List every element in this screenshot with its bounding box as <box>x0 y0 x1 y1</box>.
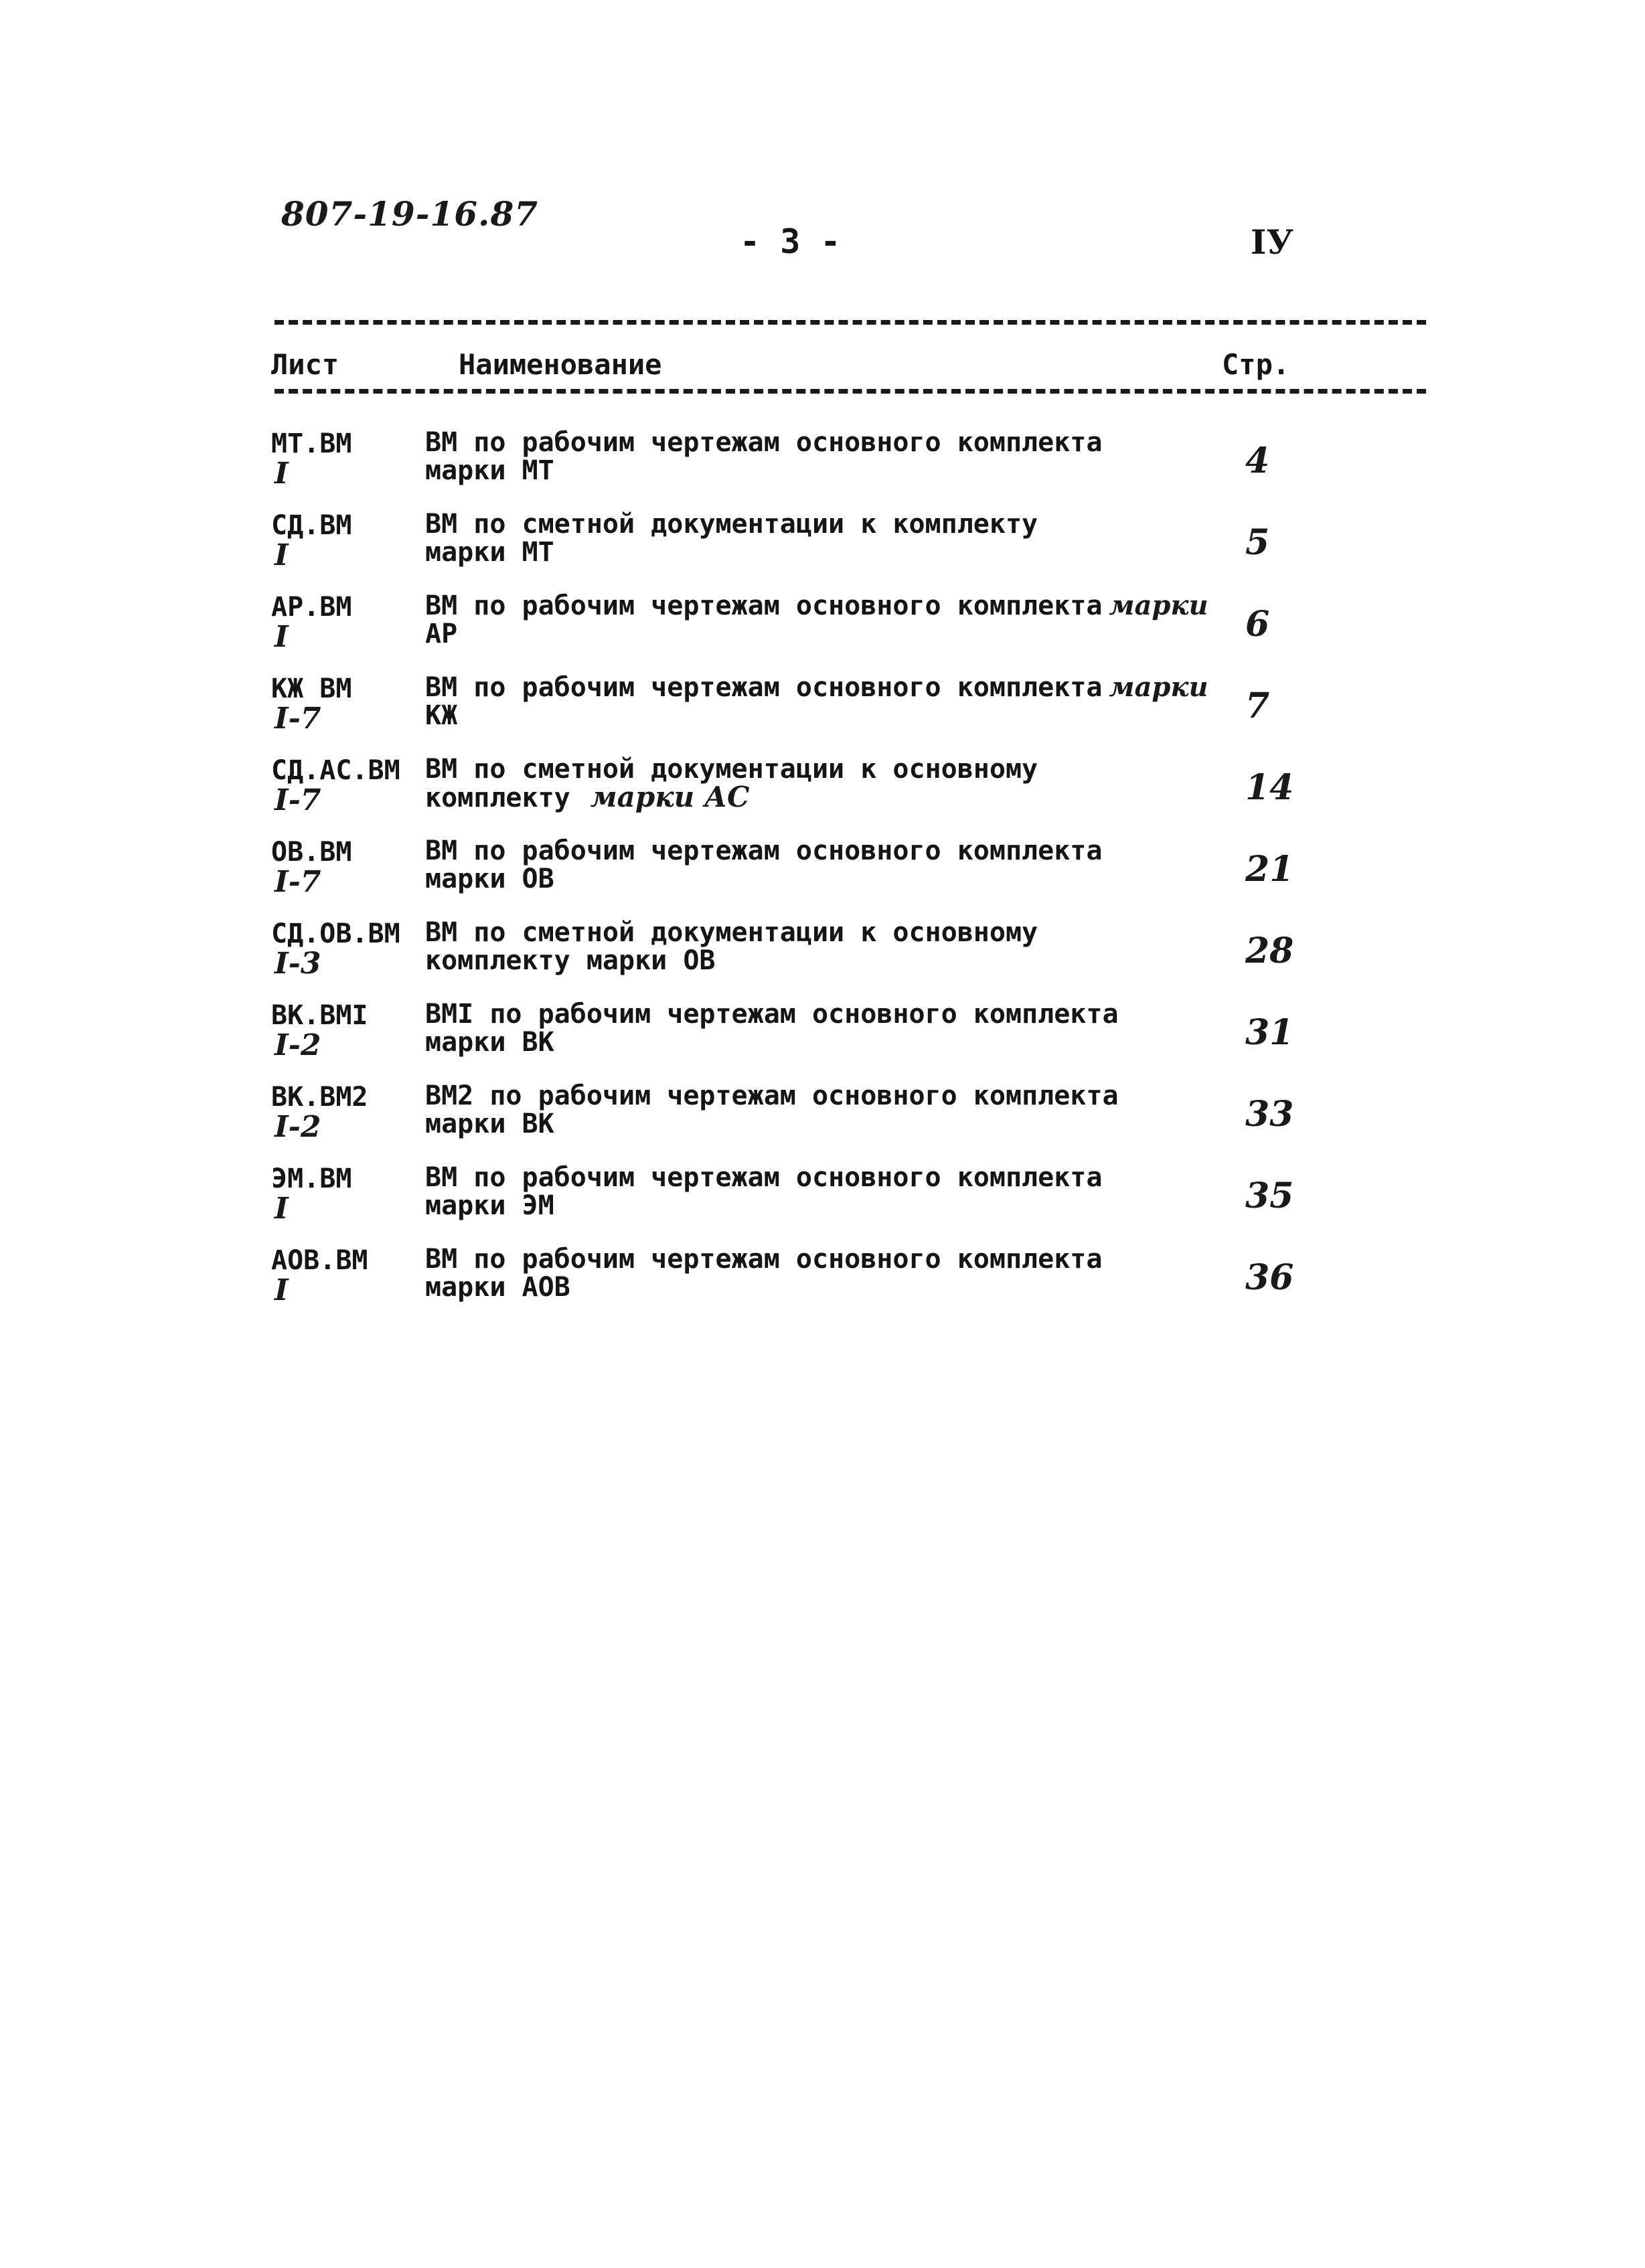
row-title-line1: ВМ по рабочим чертежам основного комплекта <box>425 427 1103 458</box>
page-reference: 28 <box>1245 930 1294 971</box>
row-title-line2: КЖ <box>425 700 458 731</box>
row-title-line1 <box>425 592 1222 620</box>
page-reference: 33 <box>1245 1094 1294 1135</box>
sheet-range: I-3 <box>275 947 321 981</box>
row-title <box>425 1000 1222 1056</box>
row-title <box>425 837 1222 893</box>
table-row <box>0 510 1645 592</box>
row-title-line2: марки МТ <box>425 537 554 568</box>
page-reference: 4 <box>1245 440 1270 481</box>
sheet-range: I <box>275 1273 289 1307</box>
sheet-code: МТ.ВМ <box>271 428 352 459</box>
row-title-line1-text: ВМ по рабочим чертежам основного комплекта <box>425 672 1103 703</box>
row-title <box>425 510 1222 566</box>
table-row <box>0 592 1645 673</box>
table-row <box>0 918 1645 1000</box>
row-title <box>425 1163 1222 1220</box>
table-row <box>0 1245 1645 1327</box>
sheet-code: АР.ВМ <box>271 592 352 623</box>
sheet-range: I-7 <box>275 865 321 899</box>
table-row <box>0 673 1645 755</box>
row-title-line2: комплекту марки ОВ <box>425 945 716 976</box>
page-reference: 5 <box>1245 522 1270 563</box>
page-reference: 7 <box>1245 685 1270 726</box>
album-number: IУ <box>1251 222 1294 262</box>
sheet-code: АОВ.ВМ <box>271 1245 368 1276</box>
sheet-range: I-2 <box>275 1110 321 1144</box>
column-header-name: Наименование <box>459 348 662 381</box>
column-header-sheet: Лист <box>271 348 339 381</box>
page-number: - 3 - <box>740 222 841 261</box>
row-title-line1: ВМ по рабочим чертежам основного комплекта <box>425 1244 1103 1275</box>
row-title-line2 <box>425 783 1222 812</box>
row-title-line2-text: комплекту <box>425 783 570 813</box>
table-row <box>0 755 1645 837</box>
sheet-code: КЖ ВМ <box>271 673 352 704</box>
row-title-line1-text: ВМ по рабочим чертежам основного комплекта <box>425 590 1103 621</box>
row-title <box>425 755 1222 812</box>
row-title-line1: ВМ по рабочим чертежам основного комплекта <box>425 1162 1103 1193</box>
sheet-range: I <box>275 1192 289 1226</box>
row-title <box>425 592 1222 648</box>
row-title-line2: марки ВК <box>425 1027 554 1058</box>
row-title-line1 <box>425 673 1222 702</box>
row-title-line2: АР <box>425 619 458 649</box>
row-title-line1: ВМ по сметной документации к основному <box>425 754 1038 785</box>
row-title <box>425 428 1222 485</box>
handwritten-note: марки АС <box>590 781 750 813</box>
sheet-code: ЭМ.ВМ <box>271 1163 352 1194</box>
table-row <box>0 1082 1645 1163</box>
row-title <box>425 918 1222 975</box>
row-title <box>425 673 1222 730</box>
sheet-code: ВК.ВМI <box>271 1000 368 1031</box>
table-row <box>0 428 1645 510</box>
row-title <box>425 1082 1222 1138</box>
row-title-line2: марки АОВ <box>425 1272 570 1303</box>
sheet-code: ОВ.ВМ <box>271 837 352 868</box>
row-title-line1: ВМ по сметной документации к основному <box>425 917 1038 948</box>
handwritten-note: марки <box>1109 590 1208 621</box>
row-title-line1: ВМ2 по рабочим чертежам основного комплекта <box>425 1080 1119 1111</box>
document-code: 807-19-16.87 <box>281 194 539 234</box>
sheet-code: ВК.ВМ2 <box>271 1082 368 1113</box>
table-row <box>0 1000 1645 1082</box>
row-title <box>425 1245 1222 1301</box>
table-row <box>0 1163 1645 1245</box>
table-top-rule <box>275 320 1426 325</box>
row-title-line2: марки ОВ <box>425 864 554 894</box>
row-title-line1: ВМI по рабочим чертежам основного комплекта <box>425 999 1119 1030</box>
sheet-range: I <box>275 457 289 491</box>
sheet-range: I <box>275 620 289 654</box>
row-title-line2: марки ЭМ <box>425 1190 554 1221</box>
table-header-rule <box>275 389 1426 394</box>
sheet-range: I-7 <box>275 783 321 817</box>
sheet-code: СД.ВМ <box>271 510 352 541</box>
page-reference: 35 <box>1245 1176 1294 1216</box>
row-title-line2: марки ВК <box>425 1109 554 1139</box>
table-body <box>0 428 1645 1327</box>
page-reference: 21 <box>1245 849 1294 890</box>
column-header-page: Стр. <box>1222 348 1290 381</box>
sheet-range: I-7 <box>275 702 321 736</box>
sheet-code: СД.ОВ.ВМ <box>271 918 400 949</box>
page-reference: 6 <box>1245 604 1270 645</box>
row-title-line2: марки МТ <box>425 455 554 486</box>
handwritten-note: марки <box>1109 671 1208 703</box>
sheet-range: I-2 <box>275 1028 321 1062</box>
row-title-line1: ВМ по рабочим чертежам основного комплекта <box>425 835 1103 866</box>
sheet-range: I <box>275 538 289 572</box>
page-reference: 36 <box>1245 1257 1294 1298</box>
page-reference: 31 <box>1245 1012 1294 1053</box>
row-title-line1: ВМ по сметной документации к комплекту <box>425 509 1038 540</box>
sheet-code: СД.АС.ВМ <box>271 755 400 786</box>
page-reference: 14 <box>1245 767 1294 808</box>
table-row <box>0 837 1645 918</box>
